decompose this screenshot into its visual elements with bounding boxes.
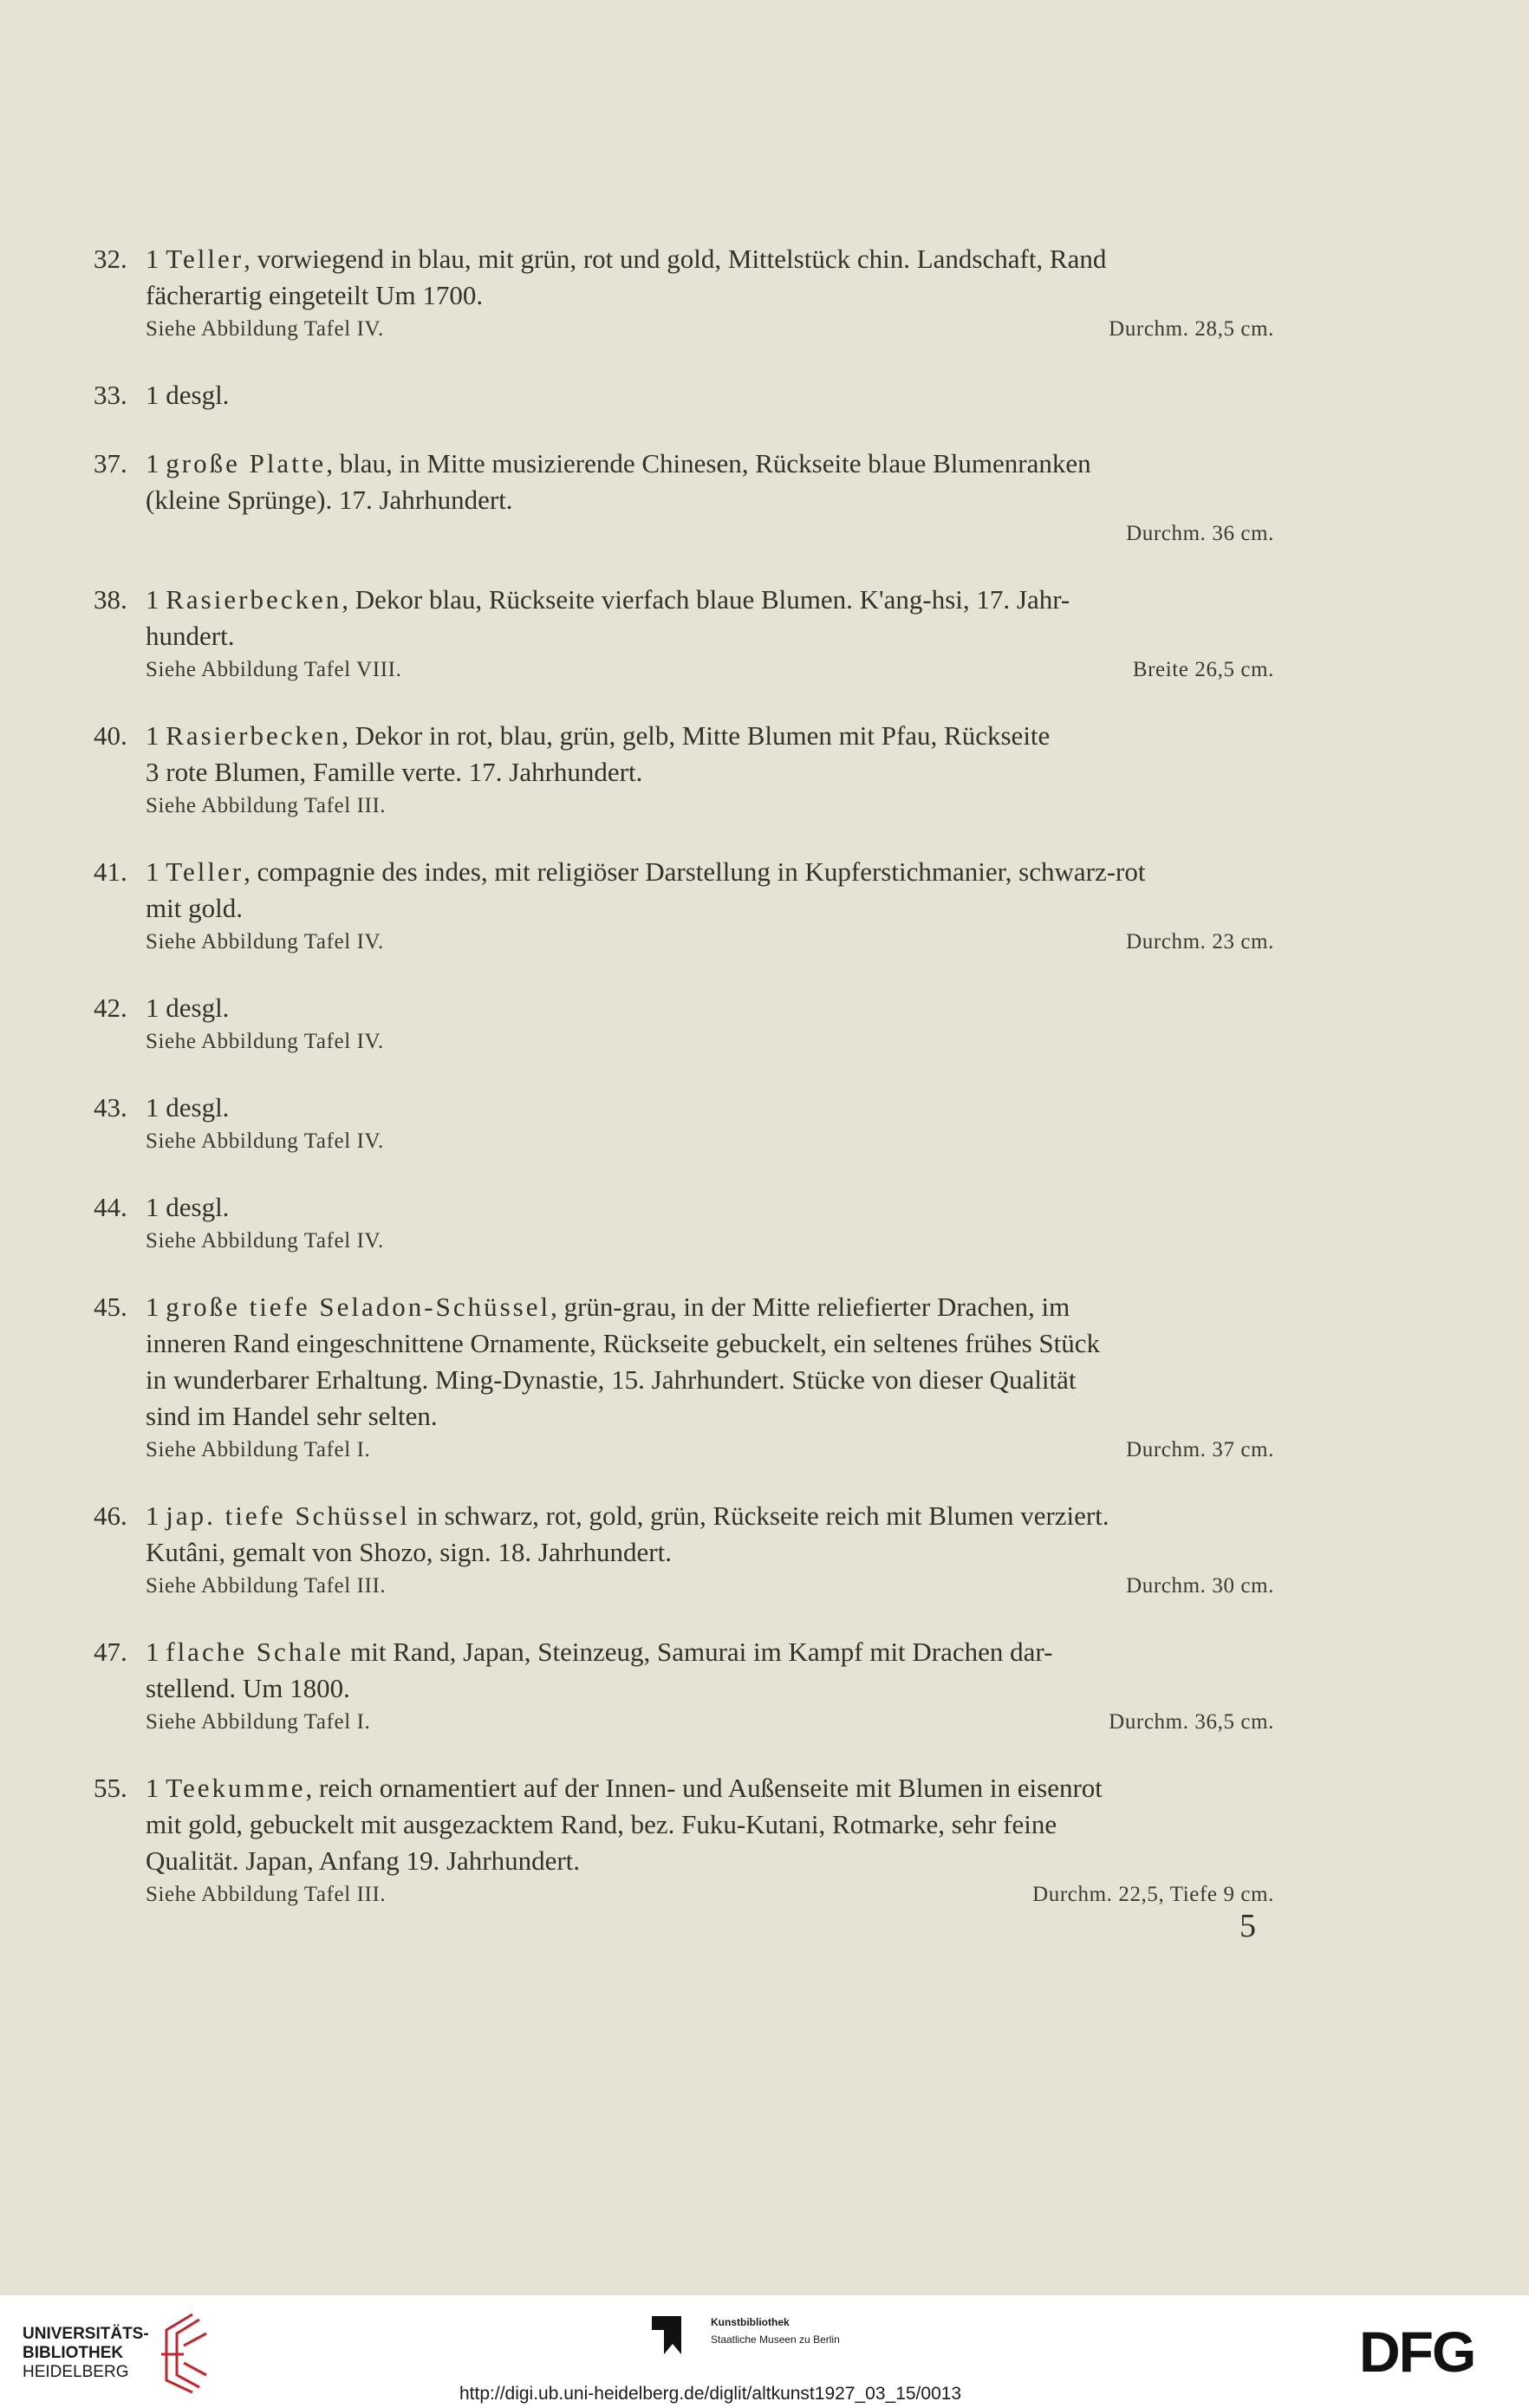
- entry-object-name: jap. tiefe Schüssel: [166, 1500, 410, 1531]
- entry-first-line: [94, 582, 1274, 618]
- entry-quantity: 1: [146, 1500, 166, 1531]
- entry-description: , Dekor in rot, blau, grün, gelb, Mitte Blumen mit Pfau, Rückseite: [342, 720, 1051, 751]
- entry-text: stellend. Um 1800.: [146, 1673, 350, 1703]
- plate-reference: Siehe Abbildung Tafel I.: [146, 1710, 371, 1734]
- plate-reference: Siehe Abbildung Tafel III.: [146, 794, 387, 817]
- entry-description: , vorwiegend in blau, mit grün, rot und gold, Mittelstück chin. Landschaft, Rand: [244, 244, 1107, 274]
- dimensions: Durchm. 36,5 cm.: [1109, 1710, 1274, 1734]
- plate-reference: Siehe Abbildung Tafel VIII.: [146, 658, 402, 681]
- entry-meta: [94, 518, 1274, 550]
- entry-text: 1 desgl.: [146, 1092, 230, 1123]
- entry-first-line: [94, 446, 1274, 482]
- dfg-logo[interactable]: [1359, 2323, 1505, 2377]
- entry-first-line: [94, 990, 1274, 1026]
- entry-continuation-line: [94, 1362, 1274, 1398]
- kunstbibliothek-name: Kunstbibliothek: [711, 2316, 790, 2328]
- entry-continuation-line: [94, 1806, 1274, 1843]
- ub-logo-line-1: UNIVERSITÄTS-: [23, 2325, 149, 2343]
- catalog-entry: [94, 1634, 1274, 1738]
- entry-meta: [94, 1026, 1274, 1058]
- entry-object-name: große tiefe Seladon-Schüssel: [166, 1292, 551, 1322]
- entry-quantity: 1: [146, 856, 166, 887]
- entry-first-line: [94, 1189, 1274, 1226]
- entry-object-name: Teller: [166, 856, 244, 887]
- entry-continuation-line: [94, 1670, 1274, 1707]
- entry-text: Qualität. Japan, Anfang 19. Jahrhundert.: [146, 1845, 581, 1876]
- entry-number: 47.: [94, 1637, 127, 1667]
- catalog-entry: [94, 582, 1274, 686]
- entry-first-line: [94, 1498, 1274, 1534]
- dimensions: Durchm. 36 cm.: [1126, 522, 1274, 545]
- entry-text: inneren Rand eingeschnittene Ornamente, Rückseite gebuckelt, ein seltenes frühes Stück: [146, 1328, 1100, 1358]
- entry-meta: [94, 1226, 1274, 1257]
- catalog-entry: [94, 1498, 1274, 1602]
- kunstbibliothek-icon: [652, 2313, 697, 2358]
- entry-quantity: 1: [146, 244, 166, 274]
- plate-reference: Siehe Abbildung Tafel III.: [146, 1883, 387, 1906]
- ub-logo-line-3: HEIDELBERG: [23, 2363, 129, 2381]
- entry-object-name: große Platte: [166, 448, 327, 478]
- plate-reference: Siehe Abbildung Tafel IV.: [146, 317, 384, 341]
- entry-number: 32.: [94, 244, 127, 274]
- dimensions: Durchm. 30 cm.: [1126, 1574, 1274, 1598]
- entry-continuation-line: [94, 754, 1274, 791]
- entry-meta: [94, 1707, 1274, 1738]
- plate-reference: Siehe Abbildung Tafel I.: [146, 1438, 371, 1461]
- entry-description: in schwarz, rot, gold, grün, Rückseite reich mit Blumen verziert.: [409, 1500, 1109, 1531]
- entry-meta: [94, 1126, 1274, 1157]
- dimensions: Durchm. 22,5, Tiefe 9 cm.: [1032, 1883, 1274, 1906]
- entry-number: 41.: [94, 856, 127, 887]
- entry-continuation-line: [94, 618, 1274, 654]
- catalog-entries: [94, 241, 1274, 1943]
- entry-text: 1 desgl.: [146, 1192, 230, 1222]
- entry-text: fächerartig eingeteilt Um 1700.: [146, 280, 484, 310]
- permalink-url[interactable]: http://digi.ub.uni-heidelberg.de/diglit/altkunst1927_03_15/0013: [459, 2384, 962, 2404]
- entry-object-name: Teekumme: [166, 1773, 306, 1803]
- entry-quantity: 1: [146, 448, 166, 478]
- entry-meta: [94, 1879, 1274, 1910]
- entry-first-line: [94, 1634, 1274, 1670]
- dimensions: Breite 26,5 cm.: [1132, 658, 1274, 681]
- catalog-entry: [94, 1770, 1274, 1910]
- entry-continuation-line: [94, 1325, 1274, 1362]
- entry-object-name: Teller: [166, 244, 244, 274]
- entry-meta: [94, 654, 1274, 686]
- entry-number: 40.: [94, 720, 127, 751]
- entry-first-line: [94, 1770, 1274, 1806]
- entry-first-line: [94, 854, 1274, 890]
- entry-number: 46.: [94, 1500, 127, 1531]
- entry-description: , reich ornamentiert auf der Innen- und Außenseite mit Blumen in eisenrot: [305, 1773, 1103, 1803]
- entry-number: 55.: [94, 1773, 127, 1803]
- dfg-logo-text: DFG: [1359, 2323, 1475, 2377]
- entry-description: , compagnie des indes, mit religiöser Darstellung in Kupferstichmanier, schwarz-rot: [244, 856, 1146, 887]
- entry-text: hundert.: [146, 621, 235, 651]
- entry-text: 1 desgl.: [146, 380, 230, 410]
- page-number: 5: [1239, 1908, 1256, 1944]
- entry-text: 3 rote Blumen, Famille verte. 17. Jahrhundert.: [146, 757, 643, 787]
- entry-text: sind im Handel sehr selten.: [146, 1401, 438, 1431]
- dimensions: Durchm. 37 cm.: [1126, 1438, 1274, 1461]
- entry-meta: [94, 791, 1274, 822]
- entry-meta: [94, 927, 1274, 958]
- catalog-entry: [94, 854, 1274, 958]
- entry-number: 45.: [94, 1292, 127, 1322]
- entry-meta: [94, 1571, 1274, 1602]
- entry-continuation-line: [94, 1398, 1274, 1435]
- plate-reference: Siehe Abbildung Tafel IV.: [146, 1229, 384, 1253]
- catalog-entry: [94, 990, 1274, 1058]
- ub-logo-line-2: BIBLIOTHEK: [23, 2344, 124, 2362]
- entry-text: 1 desgl.: [146, 992, 230, 1023]
- entry-first-line: [94, 1289, 1274, 1325]
- entry-quantity: 1: [146, 584, 166, 615]
- dimensions: Durchm. 28,5 cm.: [1109, 317, 1274, 341]
- entry-description: mit Rand, Japan, Steinzeug, Samurai im Kampf mit Drachen dar-: [343, 1637, 1053, 1667]
- catalog-entry: [94, 241, 1274, 345]
- entry-first-line: [94, 1090, 1274, 1126]
- plate-reference: Siehe Abbildung Tafel IV.: [146, 930, 384, 953]
- entry-description: , grün-grau, in der Mitte reliefierter Drachen, im: [550, 1292, 1070, 1322]
- entry-description: , Dekor blau, Rückseite vierfach blaue Blumen. K'ang-hsi, 17. Jahr-: [342, 584, 1070, 615]
- entry-text: mit gold, gebuckelt mit ausgezacktem Rand, bez. Fuku-Kutani, Rotmarke, sehr feine: [146, 1809, 1057, 1839]
- entry-number: 44.: [94, 1192, 127, 1222]
- dimensions: Durchm. 23 cm.: [1126, 930, 1274, 953]
- entry-quantity: 1: [146, 1637, 166, 1667]
- entry-first-line: [94, 241, 1274, 277]
- catalog-entry: [94, 718, 1274, 822]
- catalog-entry: [94, 1189, 1274, 1257]
- entry-quantity: 1: [146, 720, 166, 751]
- entry-continuation-line: [94, 1534, 1274, 1571]
- entry-meta: [94, 314, 1274, 345]
- entry-text: Kutâni, gemalt von Shozo, sign. 18. Jahrhundert.: [146, 1537, 672, 1567]
- entry-continuation-line: [94, 482, 1274, 518]
- entry-continuation-line: [94, 890, 1274, 927]
- entry-number: 38.: [94, 584, 127, 615]
- catalog-entry: [94, 377, 1274, 413]
- entry-number: 37.: [94, 448, 127, 478]
- entry-number: 33.: [94, 380, 127, 410]
- entry-continuation-line: [94, 277, 1274, 314]
- plate-reference: Siehe Abbildung Tafel III.: [146, 1574, 387, 1598]
- entry-continuation-line: [94, 1843, 1274, 1879]
- entry-object-name: flache Schale: [166, 1637, 344, 1667]
- entry-text: mit gold.: [146, 893, 243, 923]
- entry-first-line: [94, 377, 1274, 413]
- entry-number: 42.: [94, 992, 127, 1023]
- ub-bracket-icon: [158, 2311, 211, 2394]
- plate-reference: Siehe Abbildung Tafel IV.: [146, 1129, 384, 1153]
- catalog-entry: [94, 446, 1274, 550]
- entry-quantity: 1: [146, 1292, 166, 1322]
- catalog-entry: [94, 1289, 1274, 1466]
- plate-reference: Siehe Abbildung Tafel IV.: [146, 1030, 384, 1053]
- kunstbibliothek-subtitle: Staatliche Museen zu Berlin: [711, 2333, 840, 2346]
- entry-number: 43.: [94, 1092, 127, 1123]
- entry-object-name: Rasierbecken: [166, 720, 342, 751]
- entry-text: (kleine Sprünge). 17. Jahrhundert.: [146, 485, 513, 515]
- entry-first-line: [94, 718, 1274, 754]
- entry-object-name: Rasierbecken: [166, 584, 342, 615]
- entry-text: in wunderbarer Erhaltung. Ming-Dynastie, 15. Jahrhundert. Stücke von dieser Qualität: [146, 1364, 1077, 1395]
- entry-description: , blau, in Mitte musizierende Chinesen, Rückseite blaue Blumenranken: [326, 448, 1091, 478]
- entry-quantity: 1: [146, 1773, 166, 1803]
- entry-meta: [94, 1435, 1274, 1466]
- catalog-entry: [94, 1090, 1274, 1157]
